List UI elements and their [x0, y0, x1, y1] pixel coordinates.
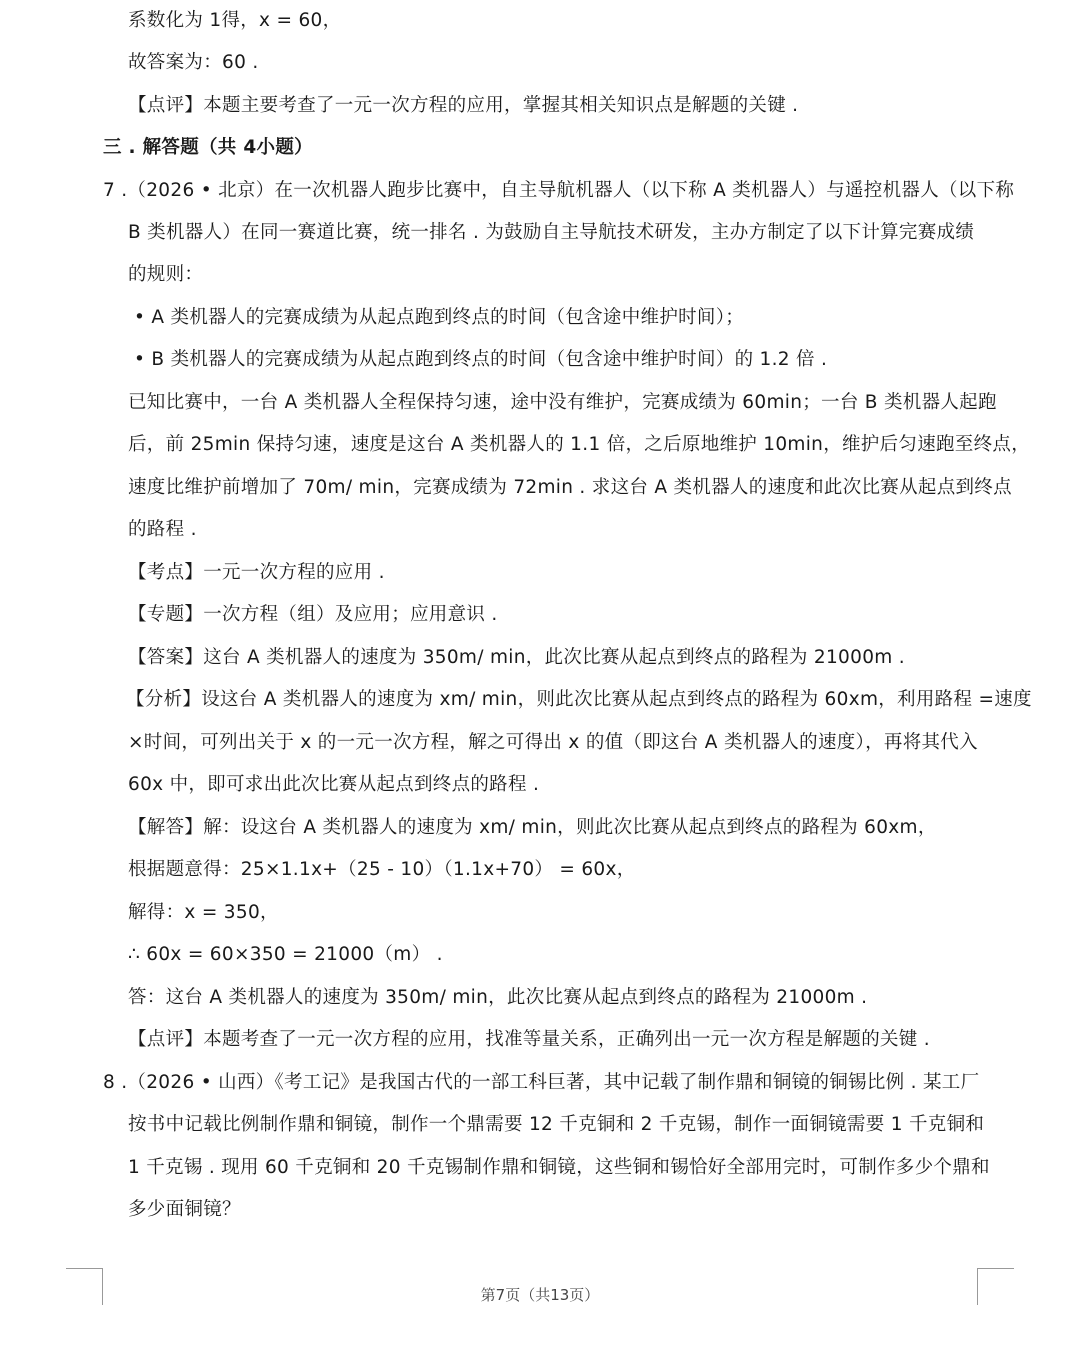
section-heading: 三 . 解答题（共 4小题）: [103, 137, 313, 158]
question-8-line: 8 .（2026 • 山西）《考工记》是我国古代的一部工科巨著，其中记载了制作鼎和铜镜的铜锡比例 . 某工厂: [103, 1072, 980, 1093]
solution-line: ∴ 60x = 60×350 = 21000（m） .: [128, 944, 443, 965]
question-7-line: B 类机器人）在同一赛道比赛，统一排名 . 为鼓励自主导航技术研发，主办方制定了以下计算完赛成绩: [128, 222, 975, 243]
solution-line: 答：这台 A 类机器人的速度为 350m/ min，此次比赛从起点到终点的路程为 21000m .: [128, 987, 868, 1008]
solution-line: 【解答】解：设这台 A 类机器人的速度为 xm/ min，则此次比赛从起点到终点的路程为 60xm，: [128, 817, 937, 838]
rule-bullet: • A 类机器人的完赛成绩为从起点跑到终点的时间（包含途中维护时间）；: [134, 307, 745, 328]
page-footer: 第7页（共13页）: [480, 1286, 600, 1304]
comment-line: 【点评】本题主要考查了一元一次方程的应用，掌握其相关知识点是解题的关键 .: [128, 95, 799, 116]
question-8-line: 多少面铜镜？: [128, 1199, 241, 1220]
question-7-line: 的规则：: [128, 264, 204, 285]
question-7-line: 7 .（2026 • 北京）在一次机器人跑步比赛中，自主导航机器人（以下称 A 类机器人）与遥控机器人（以下称: [103, 180, 1015, 201]
question-7-line: 后，前 25min 保持匀速，速度是这台 A 类机器人的 1.1 倍，之后原地维护 10min，维护后匀速跑至终点，: [128, 434, 1030, 455]
topic-line: 【专题】一次方程（组）及应用；应用意识 .: [128, 604, 498, 625]
rule-bullet: • B 类机器人的完赛成绩为从起点跑到终点的时间（包含途中维护时间）的 1.2 倍 .: [134, 349, 828, 370]
analysis-line: ×时间，可列出关于 x 的一元一次方程，解之可得出 x 的值（即这台 A 类机器人的速度），再将其代入: [128, 732, 978, 753]
text-line: 系数化为 1得，x = 60，: [128, 10, 342, 31]
comment-line: 【点评】本题考查了一元一次方程的应用，找准等量关系，正确列出一元一次方程是解题的关键 .: [128, 1029, 930, 1050]
question-7-line: 已知比赛中，一台 A 类机器人全程保持匀速，途中没有维护，完赛成绩为 60min；一台 B 类机器人起跑: [128, 392, 997, 413]
question-7-line: 的路程 .: [128, 519, 197, 540]
question-7-line: 速度比维护前增加了 70m/ min，完赛成绩为 72min . 求这台 A 类机器人的速度和此次比赛从起点到终点: [128, 477, 1012, 498]
question-8-line: 按书中记载比例制作鼎和铜镜，制作一个鼎需要 12 千克铜和 2 千克锡，制作一面铜镜需要 1 千克铜和: [128, 1114, 985, 1135]
solution-line: 根据题意得：25×1.1x+（25 - 10）（1.1x+70） = 60x，: [128, 859, 636, 880]
text-line: 故答案为：60 .: [128, 52, 259, 73]
topic-line: 【考点】一元一次方程的应用 .: [128, 562, 385, 583]
analysis-line: 【分析】设这台 A 类机器人的速度为 xm/ min，则此次比赛从起点到终点的路程为 60xm，利用路程 =速度: [126, 689, 1032, 710]
answer-line: 【答案】这台 A 类机器人的速度为 350m/ min，此次比赛从起点到终点的路程为 21000m .: [128, 647, 905, 668]
question-8-line: 1 千克锡 . 现用 60 千克铜和 20 千克锡制作鼎和铜镜，这些铜和锡恰好全部用完时，可制作多少个鼎和: [128, 1157, 990, 1178]
solution-line: 解得：x = 350，: [128, 902, 279, 923]
analysis-line: 60x 中，即可求出此次比赛从起点到终点的路程 .: [128, 774, 540, 795]
